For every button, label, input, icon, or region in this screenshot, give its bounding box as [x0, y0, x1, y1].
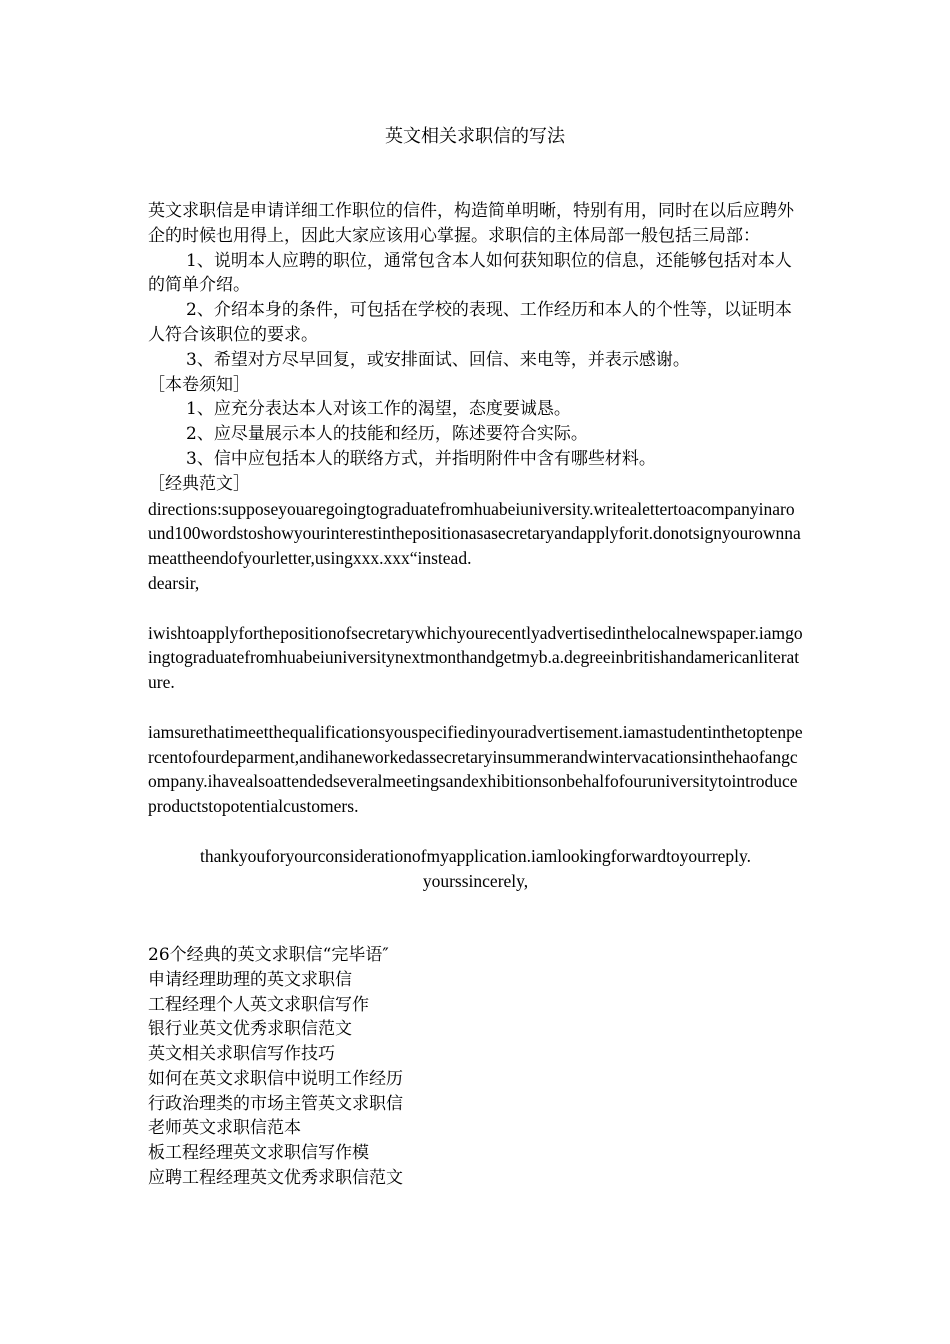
- related-link[interactable]: 申请经理助理的英文求职信: [148, 969, 352, 990]
- document-body: [148, 199, 803, 1191]
- letter-closing: thankyouforyourconsiderationofmyapplication.iamlookingforwardtoyourreply.: [200, 845, 751, 866]
- blank-line: [148, 596, 803, 621]
- letter-salutation: dearsir,: [148, 572, 200, 593]
- blank-line: [148, 893, 803, 918]
- notes-heading: ［本卷须知］: [148, 374, 250, 395]
- blank-line: [148, 819, 803, 844]
- related-link[interactable]: 英文相关求职信写作技巧: [148, 1044, 335, 1065]
- page-title: 英文相关求职信的写法: [385, 126, 565, 147]
- letter-paragraph-1: iwishtoapplyforthepositionofsecretarywhichyourecentlyadvertisedinthelocalnewspaper.iamgoingtograduatefromhuabeiuniversitynextmonthandgetmyb.a.degreeinbritishandamericanliterature.: [148, 622, 803, 693]
- related-link[interactable]: 26个经典的英文求职信“完毕语″: [148, 944, 389, 965]
- letter-paragraph-2: iamsurethatimeetthequalificationsyouspecifiedinyouradvertisement.iamastudentinthetoptenpercentofourdeparment,andihaneworkedassecretaryinsummerandwintervacationsinthehaofangcompany.ihavealsoattendedseveralmeetingsandexhibitionsonbehalfofouruniversitytointroduceproductstopotentialcustomers.: [148, 721, 803, 817]
- letter-signoff: yourssincerely,: [422, 870, 529, 891]
- sample-heading: ［经典范文］: [148, 473, 250, 494]
- part-item-3: 3、希望对方尽早回复，或安排面试、回信、来电等，并表示感谢。: [186, 349, 690, 370]
- related-link[interactable]: 如何在英文求职信中说明工作经历: [148, 1068, 403, 1089]
- directions-paragraph: directions:supposeyouaregoingtograduatefromhuabeiuniversity.writealettertoacompanyinaround100wordstoshowyourinterestinthepositionasasecretaryandapplyforit.donotsignyourownnameattheendofyourletter,usingxxx.xxx“instead.: [148, 498, 801, 569]
- part-item-1: 1、说明本人应聘的职位，通常包含本人如何获知职位的信息，还能够包括对本人的简单介绍。: [148, 250, 792, 296]
- related-link[interactable]: 行政治理类的市场主管英文求职信: [148, 1093, 403, 1114]
- related-links-list: [148, 943, 803, 1191]
- blank-line: [148, 695, 803, 720]
- related-link[interactable]: 应聘工程经理英文优秀求职信范文: [148, 1168, 403, 1189]
- intro-paragraph: 英文求职信是申请详细工作职位的信件，构造简单明晰，特别有用，同时在以后应聘外企的时候也用得上，因此大家应该用心掌握。求职信的主体局部一般包括三局部：: [148, 201, 794, 246]
- part-item-2: 2、介绍本身的条件，可包括在学校的表现、工作经历和本人的个性等，以证明本人符合该职位的要求。: [148, 300, 792, 345]
- note-item-1: 1、应充分表达本人对该工作的渴望，态度要诚恳。: [186, 399, 571, 420]
- related-link[interactable]: 老师英文求职信范本: [148, 1118, 301, 1139]
- blank-line: [148, 918, 803, 943]
- note-item-3: 3、信中应包括本人的联络方式，并指明附件中含有哪些材料。: [186, 448, 656, 469]
- related-link[interactable]: 银行业英文优秀求职信范文: [148, 1019, 352, 1040]
- note-item-2: 2、应尽量展示本人的技能和经历，陈述要符合实际。: [186, 424, 588, 445]
- related-link[interactable]: 板工程经理英文求职信写作模: [148, 1143, 369, 1164]
- related-link[interactable]: 工程经理个人英文求职信写作: [148, 994, 369, 1015]
